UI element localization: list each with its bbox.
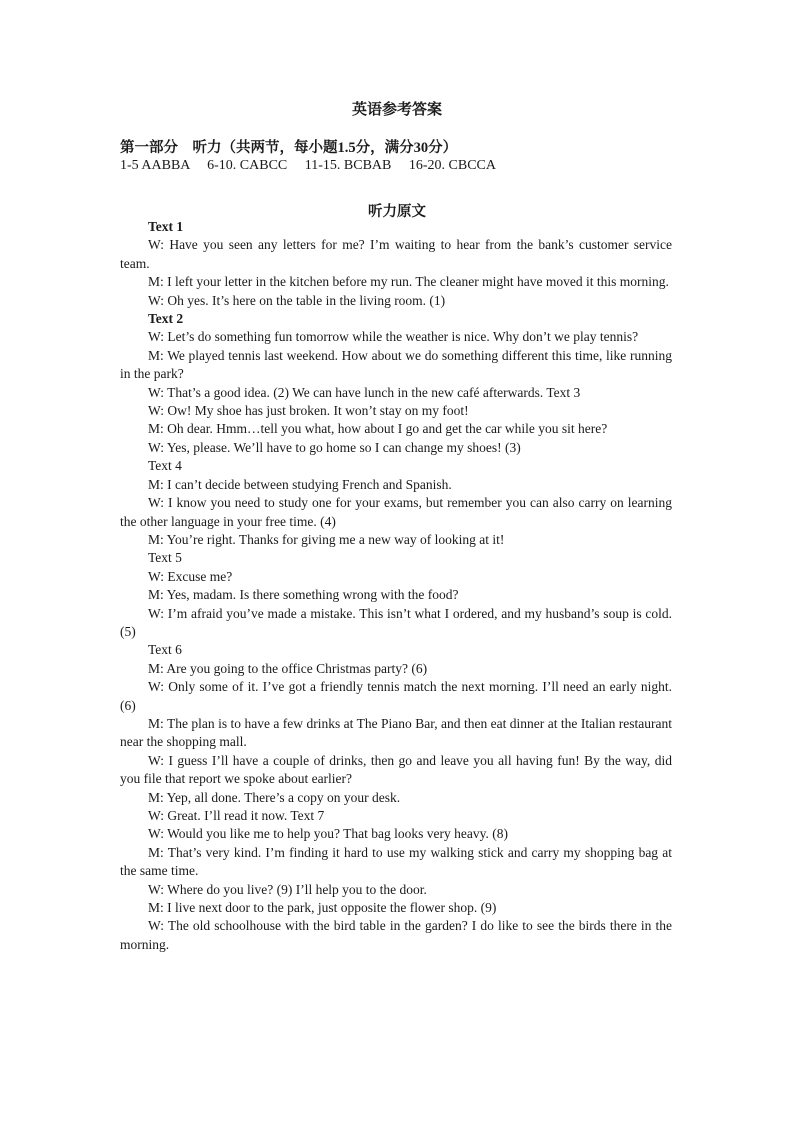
dialogue-line: M: Yep, all done. There’s a copy on your desk. — [148, 789, 401, 805]
dialogue-line: M: That’s very kind. I’m finding it hard to use my walking stick and carry my shopping bag at the same time. — [120, 844, 672, 879]
dialogue-line: M: I live next door to the park, just opposite the flower shop. (9) — [148, 900, 497, 916]
dialogue-line: M: The plan is to have a few drinks at The Piano Bar, and then eat dinner at the Italian restaurant near the shopping mall. — [120, 715, 672, 750]
transcript-title: 听力原文 — [368, 204, 426, 220]
dialogue-line: W: Only some of it. I’ve got a friendly tennis match the next morning. I’ll need an early night. (6) — [120, 679, 672, 713]
dialogue-line: W: The old schoolhouse with the bird table in the garden? I do like to see the birds there in the morning. — [120, 918, 672, 952]
answer-key: 1-5 AABBA 6-10. CABCC 11-15. BCBAB 16-20. CBCCA — [120, 158, 496, 173]
dialogue-line: W: That’s a good idea. (2) We can have lunch in the new café afterwards. Text 3 — [148, 384, 581, 400]
text-heading: Text 4 — [148, 458, 182, 474]
dialogue-line: M: You’re right. Thanks for giving me a new way of looking at it! — [148, 531, 505, 547]
text-heading: Text 1 — [148, 219, 184, 234]
text-heading: Text 2 — [148, 311, 184, 327]
dialogue-line: M: Oh dear. Hmm…tell you what, how about I go and get the car while you sit here? — [148, 421, 608, 437]
dialogue-line: W: Oh yes. It’s here on the table in the living room. (1) — [148, 292, 446, 308]
text-heading: Text 5 — [148, 550, 182, 566]
dialogue-line: W: Where do you live? (9) I’ll help you to the door. — [148, 881, 427, 897]
dialogue-line: W: I’m afraid you’ve made a mistake. This isn’t what I ordered, and my husband’s soup is cold. (5) — [120, 605, 672, 639]
dialogue-line: W: Let’s do something fun tomorrow while the weather is nice. Why don’t we play tennis? — [148, 329, 639, 345]
dialogue-line: W: I guess I’ll have a couple of drinks, then go and leave you all having fun! By the way, did you file that report we spoke about earlier? — [120, 752, 672, 787]
dialogue-line: W: Ow! My shoe has just broken. It won’t stay on my foot! — [148, 403, 469, 419]
dialogue-line: W: Yes, please. We’ll have to go home so I can change my shoes! (3) — [148, 439, 521, 455]
dialogue-line: W: I know you need to study one for your exams, but remember you can also carry on learning the other language in your free time. (4) — [120, 495, 672, 529]
dialogue-line: M: Yes, madam. Is there something wrong with the food? — [148, 587, 459, 603]
dialogue-line: M: I can’t decide between studying French and Spanish. — [148, 476, 452, 492]
dialogue-line: W: Great. I’ll read it now. Text 7 — [148, 808, 325, 823]
document-title: 英语参考答案 — [351, 102, 442, 118]
text-heading: Text 6 — [148, 642, 182, 658]
transcript-body — [120, 218, 672, 954]
dialogue-line: W: Would you like me to help you? That bag looks very heavy. (8) — [148, 826, 508, 842]
section-heading: 第一部分 听力（共两节，每小题1.5分，满分30分） — [120, 140, 458, 156]
dialogue-line: W: Have you seen any letters for me? I’m waiting to hear from the bank’s customer service team. — [120, 237, 672, 271]
dialogue-line: W: Excuse me? — [148, 568, 233, 584]
dialogue-line: M: I left your letter in the kitchen before my run. The cleaner might have moved it this morning. — [148, 274, 669, 290]
dialogue-line: M: Are you going to the office Christmas party? (6) — [148, 660, 428, 676]
dialogue-line: M: We played tennis last weekend. How about we do something different this time, like running in the park? — [120, 347, 672, 382]
